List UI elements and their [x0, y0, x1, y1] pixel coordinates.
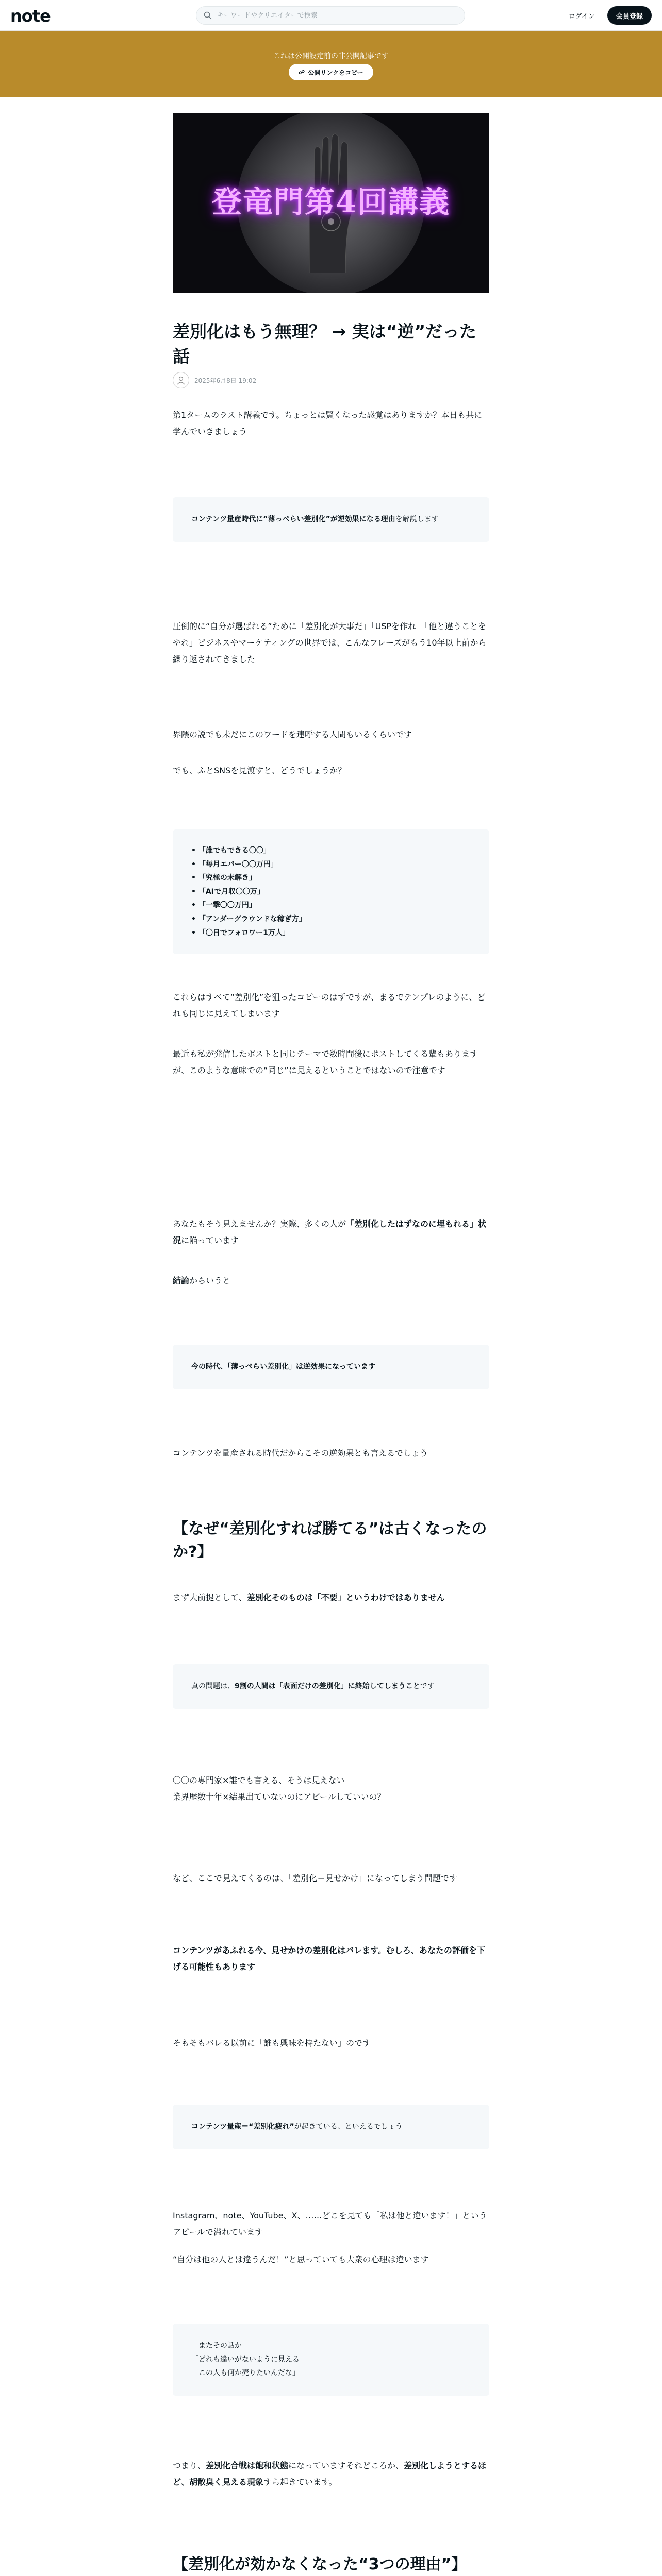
publish-date: 2025年6月8日 19:02 — [194, 377, 257, 384]
link-icon — [299, 69, 305, 75]
author-avatar[interactable] — [173, 372, 189, 388]
hero-title: 登竜門第4回講義 — [211, 184, 451, 219]
list-item: • 「〇日でフォロワー1万人」 — [191, 928, 290, 937]
paragraph: これらはすべて“差別化”を狙ったコピーのはずですが、まるでテンプレのように、どれも同じに見えてしまいます — [173, 992, 486, 1019]
paragraph: 最近も私が発信したポストと同じテーマで数時間後にポストしてくる輩もありますが、このような意味での“同じ”に見えるということではないので注意です — [173, 1049, 478, 1075]
list-item: • 「誰でもできる〇〇」 — [191, 846, 271, 855]
paragraph: 結論からいうと — [173, 1276, 231, 1285]
copy-public-link-button[interactable] — [289, 64, 373, 80]
hero-image — [173, 113, 489, 293]
list-item: • 「一撃〇〇万円」 — [191, 901, 256, 910]
list-item: • 「アンダーグラウンドな稼ぎ方」 — [191, 914, 306, 923]
user-icon — [176, 376, 186, 385]
list-item: 「またその話か」 — [191, 2342, 249, 2350]
quote-bold-text: 今の時代、「薄っぺらい差別化」は逆効果になっています — [191, 1363, 375, 1371]
list-item: • 「究極の未解き」 — [191, 874, 256, 883]
private-notice-banner — [0, 31, 662, 97]
paragraph: まず大前提として、差別化そのものは「不要」というわけではありません — [173, 1592, 445, 1602]
section-heading: 【差別化が効かなくなった“3つの理由”】 — [173, 2555, 467, 2573]
paragraph: コンテンツがあふれる今、見せかけの差別化はバレます。むしろ、あなたの評価を下げる可能性もあります — [173, 1945, 485, 1972]
quote-text: を解説します — [395, 515, 439, 523]
paragraph: 圧倒的に“自分が選ばれる”ために「差別化が大事だ」「USPを作れ」「他と違うことをやれ」ビジネスやマーケティングの世界では、こんなフレーズがもう10年以上前から繰り返されてきました — [173, 621, 487, 664]
paragraph: “自分は他の人とは違うんだ！”と思っていても大衆の心理は違います — [173, 2255, 429, 2264]
paragraph: 界隈の説でも未だにこのワードを連呼する人間もいるくらいです — [173, 730, 412, 739]
list-item: 「どれも違いがないように見える」 — [191, 2355, 307, 2364]
paragraph: 〇〇の専門家×誰でも言える、そうは見えない — [173, 1775, 345, 1785]
paragraph: 業界歴数十年×結果出ていないのにアピールしていいの？ — [173, 1792, 386, 1802]
private-notice-text: これは公開設定前の非公開記事です — [273, 52, 389, 60]
quote-list-block — [173, 829, 489, 954]
note-logo[interactable]: note — [10, 6, 51, 26]
paragraph: そもそもバレる以前に「誰も興味を持たない」のです — [173, 2038, 371, 2048]
copy-button-label: 公開リンクをコピー — [308, 69, 363, 76]
paragraph: コンテンツを量産される時代だからこその逆効果とも言えるでしょう — [173, 1448, 428, 1458]
site-header — [0, 0, 662, 31]
quote-block: 真の問題は、9割の人間は「表面だけの差別化」に終始してしまうことです — [173, 1664, 489, 1709]
paragraph: 第1タームのラスト講義です。ちょっとは賢くなった感覚はありますか？本日も共に学んでいきましょう — [173, 410, 483, 436]
list-item: • 「毎月エバー〇〇万円」 — [191, 860, 278, 869]
list-item: • 「AIで月収〇〇万」 — [191, 887, 264, 896]
quote-bold-text: コンテンツ量産時代に“薄っぺらい差別化”が逆効果になる理由 — [191, 515, 395, 523]
paragraph: あなたもそう見えませんか？実際、多くの人が「差別化したはずなのに埋もれる」状況に陥っています — [173, 1219, 487, 1245]
article-title: 差別化はもう無理？ → 実は“逆”だった話 — [173, 321, 477, 366]
login-link[interactable]: ログイン — [568, 12, 595, 21]
search-icon — [204, 11, 212, 20]
paragraph: つまり、差別化合戦は飽和状態になっていますそれどころか、差別化しようとするほど、胡散臭く見える現象すら起きています。 — [173, 2461, 487, 2487]
quote-block: コンテンツ量産＝“差別化疲れ”が起きている、といえるでしょう — [173, 2105, 489, 2149]
search-bar[interactable] — [196, 6, 465, 25]
quote-block — [173, 1345, 489, 1389]
search-input[interactable] — [217, 7, 459, 24]
paragraph: など、ここで見えてくるのは、「差別化＝見せかけ」になってしまう問題です — [173, 1873, 458, 1883]
paragraph: Instagram、note、YouTube、X、……どこを見ても「私は他と違います！」というアピールで溢れています — [173, 2211, 487, 2237]
section-heading: 【なぜ“差別化すれば勝てる”は古くなったのか?】 — [173, 1520, 487, 1561]
quote-block — [173, 497, 489, 542]
quote-list-block — [173, 2324, 489, 2396]
list-item: 「この人も何か売りたいんだな」 — [191, 2369, 300, 2378]
signup-button[interactable]: 会員登録 — [607, 6, 652, 25]
paragraph: でも、ふとSNSを見渡すと、どうでしょうか？ — [173, 766, 346, 775]
